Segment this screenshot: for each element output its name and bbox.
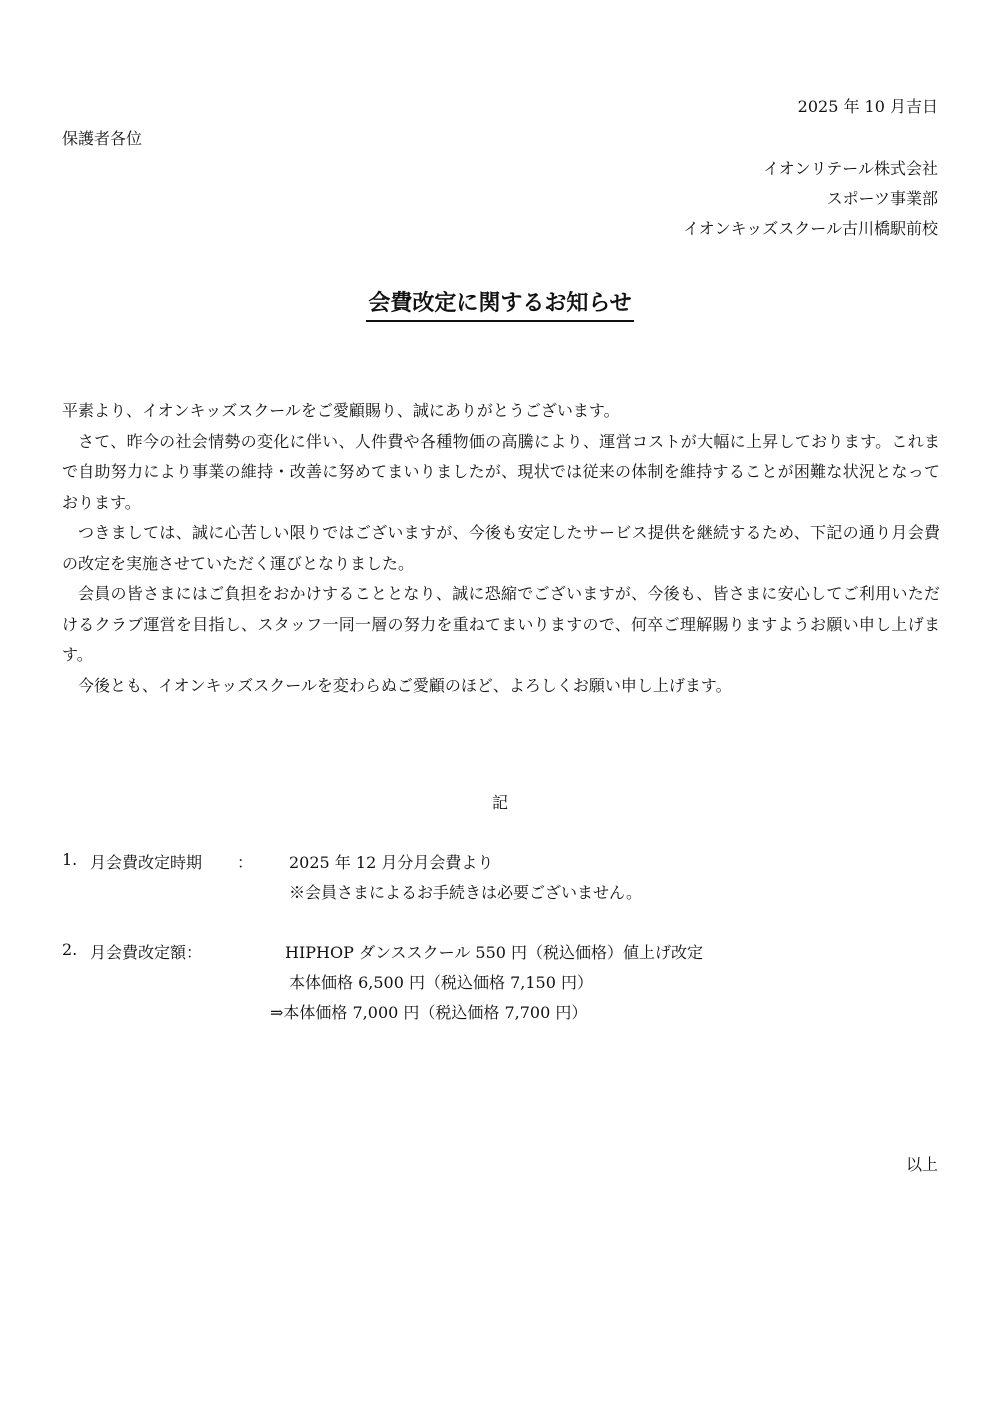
- issue-date: 2025 年 10 月吉日: [797, 97, 938, 116]
- item-1-note: ※会員さまによるお手続きは必要ございません。: [289, 883, 642, 902]
- item-1-label: 月会費改定時期: [90, 853, 203, 872]
- item-1-colon: ：: [237, 853, 254, 872]
- body-paragraph-notice: つきましては、誠に心苦しい限りではございますが、今後も安定したサービス提供を継続するため、下記の通り月会費の改定を実施させていただく運びとなりました。: [62, 523, 940, 573]
- document-title: [0, 286, 1000, 322]
- item-2-label: 月会費改定額：: [90, 943, 203, 962]
- document-title-text: 会費改定に関するお知らせ: [366, 286, 633, 322]
- item-2-new-price: ⇒本体価格 7,000 円（税込価格 7,700 円）: [270, 1003, 588, 1022]
- item-2-old-price: 本体価格 6,500 円（税込価格 7,150 円）: [289, 973, 593, 992]
- sender-school: イオンキッズスクール古川橋駅前校: [683, 219, 938, 238]
- recipient: 保護者各位: [62, 129, 143, 148]
- item-2-value: HIPHOP ダンススクール 550 円（税込価格）値上げ改定: [285, 943, 704, 962]
- ki-heading: 記: [491, 793, 508, 812]
- body-paragraph-closing: 今後とも、イオンキッズスクールを変わらぬご愛顧のほど、よろしくお願い申し上げます。: [78, 675, 732, 695]
- body-paragraph-background: さて、昨今の社会情勢の変化に伴い、人件費や各種物価の高騰により、運営コストが大幅に上昇しております。これまで自助努力により事業の維持・改善に努めてまいりましたが、現状では従来の体制を維持することが困難な状況となっております。: [62, 431, 940, 512]
- item-2-number: 2.: [62, 940, 78, 959]
- sender-department: スポーツ事業部: [826, 189, 938, 208]
- item-1-number: 1.: [62, 850, 78, 869]
- body-paragraph-apology: 会員の皆さまにはご負担をおかけすることとなり、誠に恐縮でございますが、今後も、皆さまに安心してご利用いただけるクラブ運営を目指し、スタッフ一同一層の努力を重ねてまいりますので、何卒ご理解賜りますようお願い申し上げます。: [62, 584, 940, 664]
- body-text: [62, 396, 940, 701]
- sender-company: イオンリテール株式会社: [763, 159, 938, 178]
- body-paragraph-greeting: 平素より、イオンキッズスクールをご愛顧賜り、誠にありがとうございます。: [62, 401, 620, 420]
- item-1-value: 2025 年 12 月分月会費より: [289, 853, 494, 872]
- closing-mark: 以上: [905, 1155, 938, 1174]
